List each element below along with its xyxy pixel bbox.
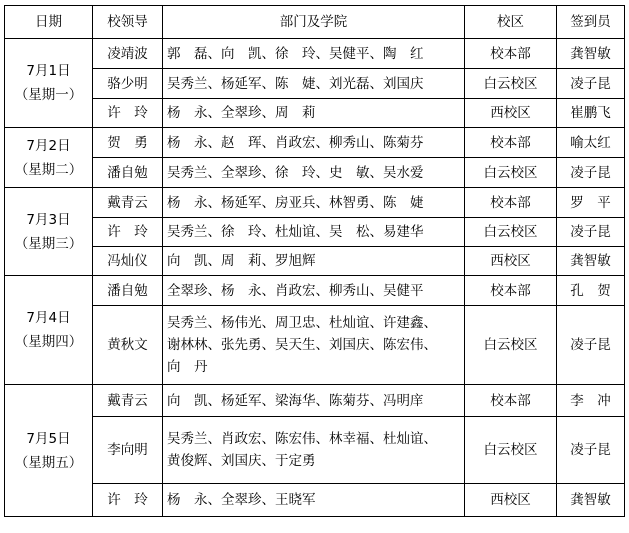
campus-cell: 西校区 xyxy=(465,484,557,517)
departments-cell xyxy=(163,128,465,158)
leader-cell: 贺 勇 xyxy=(93,128,163,158)
signer-cell: 龚智敏 xyxy=(557,484,625,517)
departments-cell xyxy=(163,69,465,99)
duty-schedule-sheet xyxy=(4,5,625,517)
signer-cell: 李 冲 xyxy=(557,385,625,417)
table-row xyxy=(5,306,625,385)
staff-line: 谢林林、张先勇、吴天生、刘国庆、陈宏伟、 xyxy=(167,337,437,353)
campus-cell: 校本部 xyxy=(465,276,557,306)
departments-cell xyxy=(163,247,465,276)
campus-cell: 白云校区 xyxy=(465,417,557,484)
staff-line: 吴秀兰、杨伟光、周卫忠、杜灿谊、许建鑫、 xyxy=(167,315,437,331)
departments-cell xyxy=(163,385,465,417)
leader-cell: 戴青云 xyxy=(93,385,163,417)
campus-cell: 校本部 xyxy=(465,128,557,158)
departments-cell xyxy=(163,218,465,247)
departments-cell xyxy=(163,158,465,188)
header-row xyxy=(5,6,625,39)
signer-cell: 龚智敏 xyxy=(557,39,625,69)
signer-cell: 崔鹏飞 xyxy=(557,99,625,128)
staff-line: 向 凯、周 莉、罗旭辉 xyxy=(167,253,316,269)
signer-cell: 凌子昆 xyxy=(557,158,625,188)
signer-cell: 龚智敏 xyxy=(557,247,625,276)
staff-line: 杨 永、全翠珍、王晓军 xyxy=(167,492,316,508)
staff-line: 吴秀兰、全翠珍、徐 玲、史 敏、吴水爱 xyxy=(167,164,424,181)
departments-cell xyxy=(163,99,465,128)
campus-cell: 西校区 xyxy=(465,247,557,276)
date-text: 7月2日 xyxy=(26,137,71,154)
staff-line: 向 丹 xyxy=(167,359,208,375)
weekday-text: （星期三） xyxy=(14,235,83,252)
table-row xyxy=(5,39,625,69)
leader-cell: 骆少明 xyxy=(93,69,163,99)
table-row xyxy=(5,188,625,218)
campus-cell: 校本部 xyxy=(465,188,557,218)
leader-cell: 潘自勉 xyxy=(93,276,163,306)
staff-line: 吴秀兰、肖政宏、陈宏伟、林幸福、杜灿谊、 xyxy=(167,431,437,447)
departments-cell xyxy=(163,417,465,484)
campus-cell: 校本部 xyxy=(465,385,557,417)
signer-cell: 喻太红 xyxy=(557,128,625,158)
campus-cell: 校本部 xyxy=(465,39,557,69)
weekday-text: （星期四） xyxy=(14,334,83,350)
date-text: 7月4日 xyxy=(26,310,71,326)
table-row xyxy=(5,247,625,276)
leader-cell: 许 玲 xyxy=(93,99,163,128)
campus-cell: 白云校区 xyxy=(465,306,557,385)
signer-cell: 凌子昆 xyxy=(557,69,625,99)
table-row xyxy=(5,276,625,306)
campus-cell: 白云校区 xyxy=(465,69,557,99)
table-row xyxy=(5,158,625,188)
departments-cell xyxy=(163,188,465,218)
staff-line: 杨 永、赵 珲、肖政宏、柳秀山、陈菊芬 xyxy=(167,134,424,151)
staff-line: 全翠珍、杨 永、肖政宏、柳秀山、吴健平 xyxy=(167,282,424,299)
signer-cell: 凌子昆 xyxy=(557,417,625,484)
departments-cell xyxy=(163,484,465,517)
signer-cell: 罗 平 xyxy=(557,188,625,218)
leader-cell: 潘自勉 xyxy=(93,158,163,188)
campus-cell: 西校区 xyxy=(465,99,557,128)
staff-line: 黄俊辉、刘国庆、于定勇 xyxy=(167,453,316,469)
departments-cell xyxy=(163,276,465,306)
header-campus: 校区 xyxy=(465,6,557,39)
date-cell xyxy=(5,276,93,385)
campus-cell: 白云校区 xyxy=(465,158,557,188)
leader-cell: 戴青云 xyxy=(93,188,163,218)
staff-line: 向 凯、杨延军、梁海华、陈菊芬、冯明庠 xyxy=(167,392,424,409)
header-departments: 部门及学院 xyxy=(163,6,465,39)
leader-cell: 许 玲 xyxy=(93,484,163,517)
table-row xyxy=(5,385,625,417)
date-cell xyxy=(5,385,93,517)
date-cell xyxy=(5,128,93,188)
table-row xyxy=(5,218,625,247)
staff-line: 吴秀兰、徐 玲、杜灿谊、吴 松、易建华 xyxy=(167,224,424,240)
duty-schedule-table xyxy=(4,5,625,517)
date-text: 7月5日 xyxy=(26,430,71,447)
staff-line: 杨 永、全翠珍、周 莉 xyxy=(167,105,316,121)
weekday-text: （星期二） xyxy=(14,161,83,178)
table-row xyxy=(5,128,625,158)
leader-cell: 凌靖波 xyxy=(93,39,163,69)
departments-cell xyxy=(163,39,465,69)
leader-cell: 李向明 xyxy=(93,417,163,484)
table-row xyxy=(5,484,625,517)
header-signer: 签到员 xyxy=(557,6,625,39)
table-row xyxy=(5,99,625,128)
weekday-text: （星期五） xyxy=(14,454,83,471)
signer-cell: 凌子昆 xyxy=(557,218,625,247)
date-cell xyxy=(5,39,93,128)
date-text: 7月3日 xyxy=(26,211,71,228)
signer-cell: 凌子昆 xyxy=(557,306,625,385)
table-row xyxy=(5,69,625,99)
date-cell xyxy=(5,188,93,276)
leader-cell: 许 玲 xyxy=(93,218,163,247)
weekday-text: （星期一） xyxy=(14,87,83,103)
departments-cell xyxy=(163,306,465,385)
campus-cell: 白云校区 xyxy=(465,218,557,247)
leader-cell: 冯灿仪 xyxy=(93,247,163,276)
staff-line: 杨 永、杨延军、房亚兵、林智勇、陈 婕 xyxy=(167,194,424,211)
staff-line: 郭 磊、向 凯、徐 玲、吴健平、陶 红 xyxy=(167,45,424,62)
staff-line: 吴秀兰、杨延军、陈 婕、刘光磊、刘国庆 xyxy=(167,75,424,92)
header-leader: 校领导 xyxy=(93,6,163,39)
date-text: 7月1日 xyxy=(26,63,71,79)
header-date: 日期 xyxy=(5,6,93,39)
table-row xyxy=(5,417,625,484)
leader-cell: 黄秋文 xyxy=(93,306,163,385)
signer-cell: 孔 贺 xyxy=(557,276,625,306)
